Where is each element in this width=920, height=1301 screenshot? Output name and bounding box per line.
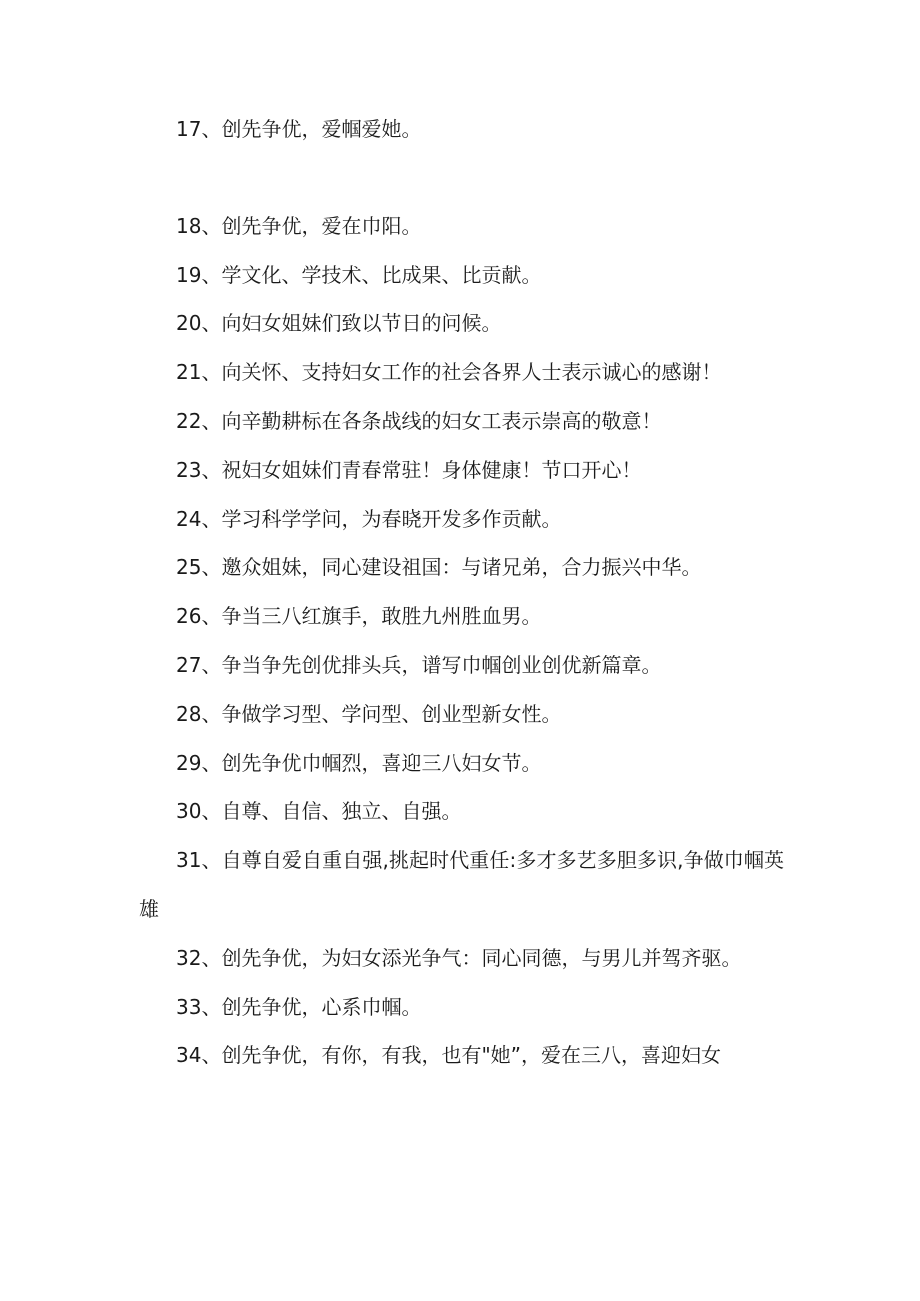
list-item: 23、祝妇女姐妹们青春常驻！身体健康！节口开心！ <box>176 457 642 482</box>
list-item: 29、创先争优巾帼烈，喜迎三八妇女节。 <box>176 750 542 775</box>
list-item: 33、创先争优，心系巾帼。 <box>176 994 422 1019</box>
list-item: 17、创先争优，爱帼爱她。 <box>176 117 422 141</box>
list-item: 30、自尊、自信、独立、自强。 <box>176 799 462 824</box>
list-item: 27、争当争先创优排头兵，谱写巾帼创业创优新篇章。 <box>176 652 662 677</box>
slogan-list <box>139 105 784 1080</box>
list-item: 19、学文化、学技术、比成果、比贡献。 <box>176 262 542 287</box>
list-item: 22、向辛勤耕标在各条战线的妇女工表示崇高的敬意！ <box>176 408 662 433</box>
list-item: 21、向关怀、支持妇女工作的社会各界人士表示诚心的感谢！ <box>176 360 722 385</box>
list-item: 25、邀众姐妹，同心建设祖国：与诸兄弟，合力振兴中华。 <box>176 555 702 580</box>
list-item: 31、自尊自爱自重自强,挑起时代重任:多才多艺多胆多识,争做巾帼英雄 <box>139 848 784 921</box>
list-item: 24、学习科学学问，为春晓开发多作贡献。 <box>176 506 562 531</box>
list-item: 32、创先争优，为妇女添光争气：同心同德，与男儿并驾齐驱。 <box>176 945 742 970</box>
list-item: 28、争做学习型、学问型、创业型新女性。 <box>176 701 562 726</box>
list-item: 18、创先争优，爱在巾阳。 <box>176 213 422 238</box>
list-item: 26、争当三八红旗手，敢胜九州胜血男。 <box>176 604 542 629</box>
list-item: 34、创先争优，有你，有我，也有"她”，爱在三八，喜迎妇女 <box>176 1043 722 1068</box>
list-item: 20、向妇女姐妹们致以节日的问候。 <box>176 311 502 336</box>
